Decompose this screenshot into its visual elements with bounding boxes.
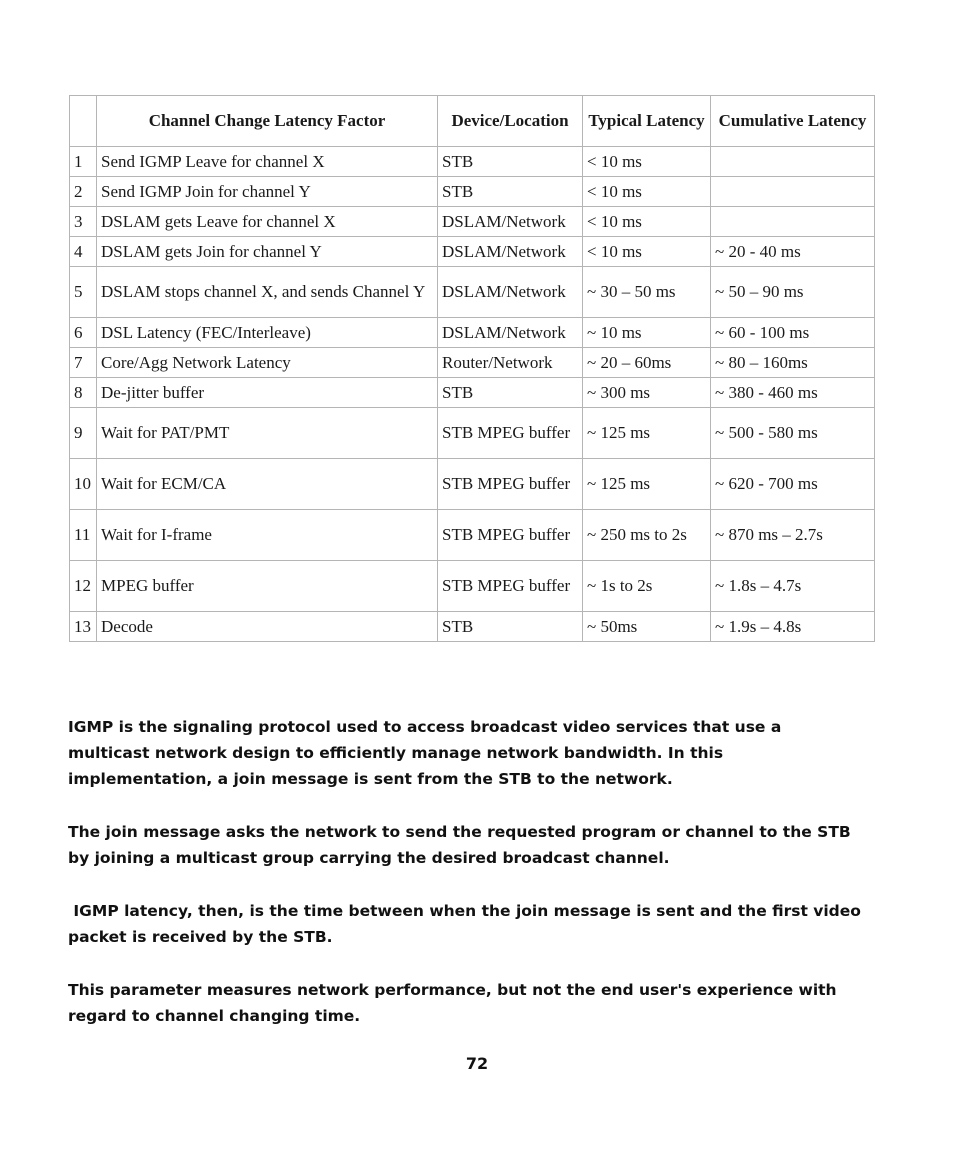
row-typical: ~ 300 ms [583,378,711,408]
row-number: 3 [70,207,97,237]
row-number: 10 [70,459,97,510]
table-row [70,207,875,237]
table-row [70,510,875,561]
row-number: 9 [70,408,97,459]
row-device: DSLAM/Network [438,207,583,237]
row-device: STB [438,612,583,642]
row-typical: ~ 125 ms [583,459,711,510]
paragraph-igmp-latency: IGMP latency, then, is the time between when the join message is sent and the first video packet is received by the STB. [68,902,867,946]
table-row [70,177,875,207]
row-number: 13 [70,612,97,642]
row-factor: Wait for I-frame [97,510,438,561]
table-row [70,267,875,318]
latency-table [69,95,875,642]
row-typical: < 10 ms [583,177,711,207]
header-cumulative: Cumulative Latency [711,96,875,147]
row-number: 12 [70,561,97,612]
row-number: 6 [70,318,97,348]
row-cumulative: ~ 50 – 90 ms [711,267,875,318]
table-row [70,318,875,348]
row-number: 1 [70,147,97,177]
row-cumulative: ~ 80 – 160ms [711,348,875,378]
row-device: STB MPEG buffer [438,459,583,510]
row-device: STB [438,147,583,177]
row-typical: ~ 10 ms [583,318,711,348]
row-factor: DSL Latency (FEC/Interleave) [97,318,438,348]
row-cumulative: ~ 870 ms – 2.7s [711,510,875,561]
row-typical: ~ 1s to 2s [583,561,711,612]
row-factor: Decode [97,612,438,642]
row-device: STB MPEG buffer [438,561,583,612]
row-factor: MPEG buffer [97,561,438,612]
table-row [70,408,875,459]
header-factor: Channel Change Latency Factor [97,96,438,147]
row-typical: < 10 ms [583,207,711,237]
row-typical: ~ 30 – 50 ms [583,267,711,318]
row-cumulative: ~ 620 - 700 ms [711,459,875,510]
row-factor: Send IGMP Leave for channel X [97,147,438,177]
paragraph-igmp-intro: IGMP is the signaling protocol used to access broadcast video services that use a multicast network design to efficiently manage network bandwidth. In this implementation, a join message is sent from the STB to the network. [68,718,782,788]
row-typical: < 10 ms [583,147,711,177]
row-device: STB MPEG buffer [438,408,583,459]
header-num [70,96,97,147]
row-typical: < 10 ms [583,237,711,267]
row-cumulative: ~ 500 - 580 ms [711,408,875,459]
row-cumulative: ~ 1.9s – 4.8s [711,612,875,642]
row-typical: ~ 20 – 60ms [583,348,711,378]
table-row [70,612,875,642]
row-cumulative: ~ 1.8s – 4.7s [711,561,875,612]
row-factor: Wait for PAT/PMT [97,408,438,459]
paragraph-join-message: The join message asks the network to send the requested program or channel to the STB by joining a multicast group carrying the desired broadcast channel. [68,823,851,867]
row-device: STB [438,378,583,408]
row-number: 11 [70,510,97,561]
row-typical: ~ 50ms [583,612,711,642]
row-device: DSLAM/Network [438,267,583,318]
paragraph-network-performance: This parameter measures network performance, but not the end user's experience with regard to channel changing time. [68,981,837,1025]
row-factor: De-jitter buffer [97,378,438,408]
row-cumulative [711,147,875,177]
row-number: 4 [70,237,97,267]
table-row [70,348,875,378]
row-number: 5 [70,267,97,318]
row-device: STB [438,177,583,207]
header-typical: Typical Latency [583,96,711,147]
row-device: STB MPEG buffer [438,510,583,561]
row-factor: DSLAM gets Join for channel Y [97,237,438,267]
header-device: Device/Location [438,96,583,147]
row-device: Router/Network [438,348,583,378]
row-factor: Send IGMP Join for channel Y [97,177,438,207]
row-factor: DSLAM gets Leave for channel X [97,207,438,237]
row-cumulative [711,177,875,207]
row-factor: Wait for ECM/CA [97,459,438,510]
row-cumulative: ~ 60 - 100 ms [711,318,875,348]
row-number: 7 [70,348,97,378]
row-factor: DSLAM stops channel X, and sends Channel Y [97,267,438,318]
row-device: DSLAM/Network [438,318,583,348]
table-row [70,561,875,612]
table-header-row [70,96,875,147]
page-number: 72 [465,1054,489,1073]
table-row [70,378,875,408]
row-typical: ~ 125 ms [583,408,711,459]
table-row [70,147,875,177]
table-row [70,459,875,510]
row-device: DSLAM/Network [438,237,583,267]
row-typical: ~ 250 ms to 2s [583,510,711,561]
row-factor: Core/Agg Network Latency [97,348,438,378]
row-number: 8 [70,378,97,408]
row-cumulative [711,207,875,237]
table-row [70,237,875,267]
row-cumulative: ~ 20 - 40 ms [711,237,875,267]
row-cumulative: ~ 380 - 460 ms [711,378,875,408]
row-number: 2 [70,177,97,207]
